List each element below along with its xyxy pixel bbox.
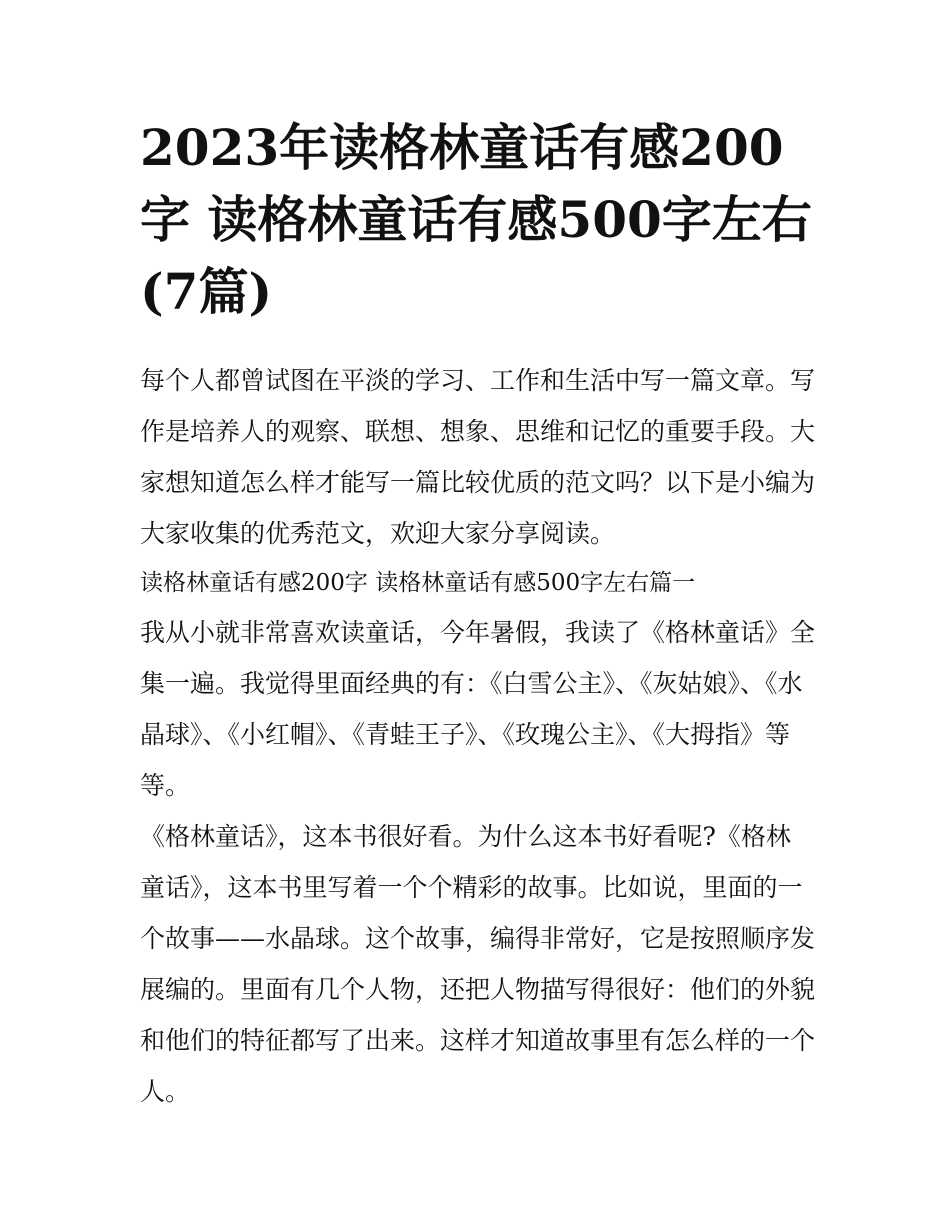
- document-title: 2023年读格林童话有感200字 读格林童话有感500字左右(7篇): [140, 118, 812, 321]
- document-body: [140, 355, 815, 1117]
- body-paragraph: 《格林童话》，这本书很好看。为什么这本书好看呢?《格林童话》，这本书里写着一个个精彩的故事。比如说，里面的一个故事——水晶球。这个故事，编得非常好，它是按照顺序发展编的。里面有几个人物，还把人物描写得很好：他们的外貌和他们的特征都写了出来。这样才知道故事里有怎么样的一个人。: [140, 822, 816, 1106]
- body-paragraph: 我从小就非常喜欢读童话，今年暑假，我读了《格林童话》全集一遍。我觉得里面经典的有：《白雪公主》、《灰姑娘》、《水晶球》、《小红帽》、《青蛙王子》、《玫瑰公主》、《大拇指》等等。: [140, 618, 816, 800]
- section-heading: 读格林童话有感200字 读格林童话有感500字左右篇一: [140, 570, 696, 596]
- intro-paragraph: 每个人都曾试图在平淡的学习、工作和生活中写一篇文章。写作是培养人的观察、联想、想象、思维和记忆的重要手段。大家想知道怎么样才能写一篇比较优质的范文吗？以下是小编为大家收集的优秀范文，欢迎大家分享阅读。: [140, 366, 816, 548]
